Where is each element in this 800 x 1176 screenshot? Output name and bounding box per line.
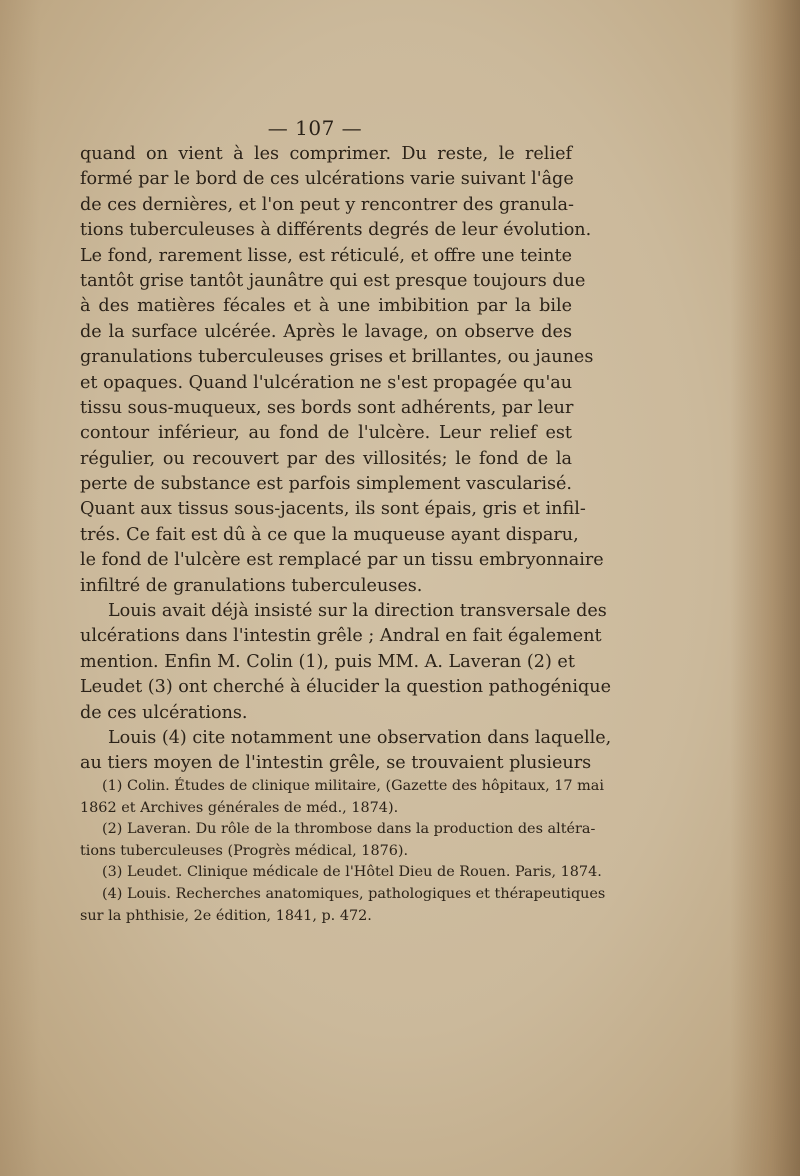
- footnote-line: sur la phthisie, 2e édition, 1841, p. 472.: [80, 907, 372, 924]
- body-line: de la surface ulcérée. Après le lavage, on observe des: [80, 321, 572, 342]
- body-line: mention. Enfin M. Colin (1), puis MM. A. Laveran (2) et: [80, 651, 575, 672]
- body-line: ulcérations dans l'intestin grêle ; Andral en fait également: [80, 626, 602, 647]
- body-line: de ces ulcérations.: [80, 702, 248, 723]
- body-line: quand on vient à les comprimer. Du reste, le relief: [80, 144, 572, 164]
- footnote-line: (2) Laveran. Du rôle de la thrombose dans la production des altéra-: [102, 821, 596, 838]
- body-line: et opaques. Quand l'ulcération ne s'est propagée qu'au: [80, 372, 573, 393]
- body-line: formé par le bord de ces ulcérations varie suivant l'âge: [80, 169, 574, 190]
- body-line: Quant aux tissus sous-jacents, ils sont épais, gris et infil-: [80, 499, 586, 520]
- footnotes: [80, 776, 606, 927]
- footnote-line: (3) Leudet. Clinique médicale de l'Hôtel Dieu de Rouen. Paris, 1874.: [102, 864, 602, 881]
- footnote-line: 1862 et Archives générales de méd., 1874).: [80, 799, 399, 816]
- body-line: trés. Ce fait est dû à ce que la muqueuse ayant disparu,: [80, 524, 579, 545]
- body-text: [80, 142, 612, 777]
- footnote-line: (4) Louis. Recherches anatomiques, pathologiques et thérapeutiques: [102, 885, 606, 902]
- body-line: Louis (4) cite notamment une observation dans laquelle,: [108, 727, 612, 748]
- footnote-line: (1) Colin. Études de clinique militaire, (Gazette des hôpitaux, 17 mai: [102, 778, 604, 794]
- body-line: contour inférieur, au fond de l'ulcère. Leur relief est: [80, 423, 572, 444]
- body-line: tions tuberculeuses à différents degrés de leur évolution.: [80, 220, 592, 241]
- body-line: de ces dernières, et l'on peut y rencontrer des granula-: [80, 194, 574, 215]
- footnote-line: tions tuberculeuses (Progrès médical, 1876).: [80, 842, 409, 859]
- body-line: infiltré de granulations tuberculeuses.: [80, 575, 423, 596]
- body-line: granulations tuberculeuses grises et brillantes, ou jaunes: [80, 347, 594, 368]
- body-line: tissu sous-muqueux, ses bords sont adhérents, par leur: [80, 397, 574, 418]
- page-edge-shadow: [730, 0, 800, 1176]
- body-line: Louis avait déjà insisté sur la direction transversale des: [108, 601, 607, 622]
- body-line: au tiers moyen de l'intestin grêle, se trouvaient plusieurs: [80, 753, 592, 774]
- body-line: Le fond, rarement lisse, est réticulé, et offre une teinte: [80, 245, 572, 266]
- body-line: tantôt grise tantôt jaunâtre qui est presque toujours due: [80, 270, 586, 291]
- body-line: à des matières fécales et à une imbibition par la bile: [80, 296, 572, 317]
- body-line: le fond de l'ulcère est remplacé par un tissu embryonnaire: [80, 550, 604, 571]
- body-line: Leudet (3) ont cherché à élucider la question pathogénique: [80, 677, 612, 698]
- page-number: — 107 —: [267, 116, 363, 140]
- body-line: perte de substance est parfois simplement vascularisé.: [80, 474, 572, 495]
- page-left-shade: [0, 0, 40, 1176]
- body-line: régulier, ou recouvert par des villosités; le fond de la: [80, 448, 572, 469]
